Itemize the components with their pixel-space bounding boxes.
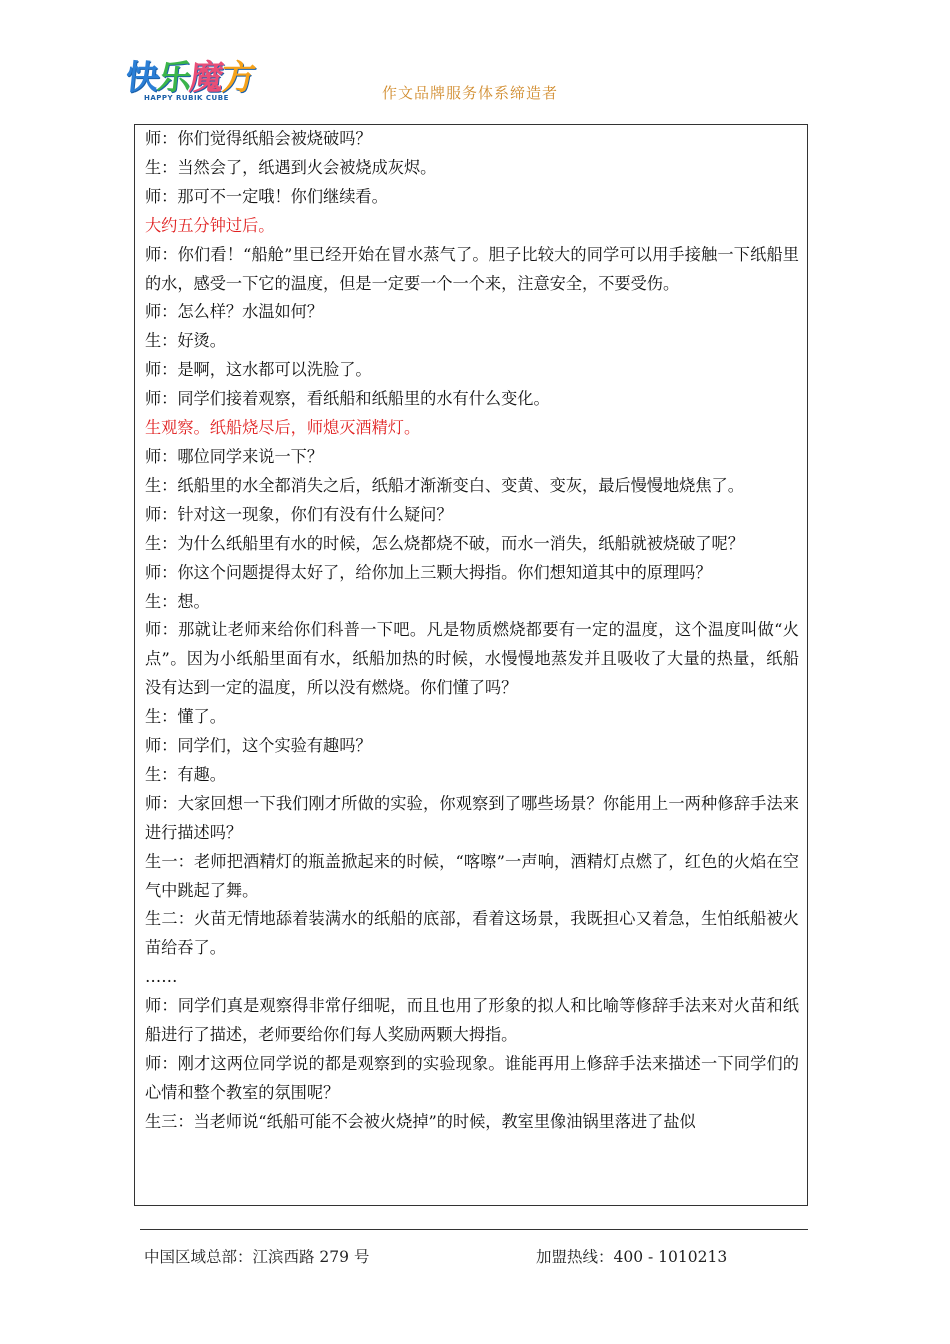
logo-char-4: 方 bbox=[219, 58, 256, 98]
transcript-line: 师：同学们接着观察，看纸船和纸船里的水有什么变化。 bbox=[145, 389, 550, 409]
transcript-line: 生一：老师把酒精灯的瓶盖掀起来的时候，“喀嚓”一声响，酒精灯点燃了，红色的火焰在空气中跳起了舞。 bbox=[145, 851, 799, 900]
transcript-lines bbox=[135, 125, 807, 1137]
transcript-line: 师：哪位同学来说一下？ bbox=[145, 446, 324, 466]
transcript-line: 大约五分钟过后。 bbox=[145, 215, 275, 235]
transcript-line: 师：同学们，这个实验有趣吗？ bbox=[145, 736, 372, 756]
transcript-line: 生：懂了。 bbox=[145, 707, 226, 727]
header-slogan: 作文品牌服务体系缔造者 bbox=[382, 84, 559, 102]
transcript-line: 师：刚才这两位同学说的都是观察到的实验现象。谁能再用上修辞手法来描述一下同学们的心情和整个教室的氛围呢？ bbox=[145, 1054, 799, 1102]
transcript-line: 师：你们看！“船舱”里已经开始在冒水蒸气了。胆子比较大的同学可以用手接触一下纸船里的水，感受一下它的温度，但是一定要一个一个来，注意安全，不要受伤。 bbox=[145, 244, 799, 293]
transcript-line: 生：为什么纸船里有水的时候，怎么烧都烧不破，而水一消失，纸船就被烧破了呢？ bbox=[145, 533, 744, 553]
transcript-line: 师：你们觉得纸船会被烧破吗？ bbox=[145, 129, 372, 148]
transcript-line: 师：你这个问题提得太好了，给你加上三颗大拇指。你们想知道其中的原理吗？ bbox=[145, 562, 712, 582]
logo-subtitle: HAPPY RUBIK CUBE bbox=[144, 94, 229, 102]
transcript-line: 生：当然会了，纸遇到火会被烧成灰烬。 bbox=[145, 157, 437, 177]
logo-char-3: 魔 bbox=[187, 58, 224, 98]
footer-address: 中国区域总部：江滨西路 279 号 bbox=[144, 1248, 370, 1266]
transcript-line: 生：想。 bbox=[145, 591, 210, 611]
transcript-line: 生：好烫。 bbox=[145, 331, 226, 351]
brand-logo bbox=[123, 50, 266, 108]
transcript-line: 师：同学们真是观察得非常仔细呢，而且也用了形象的拟人和比喻等修辞手法来对火苗和纸船进行了描述，老师要给你们每人奖励两颗大拇指。 bbox=[145, 996, 799, 1045]
transcript-line: 师：大家回想一下我们刚才所做的实验，你观察到了哪些场景？你能用上一两种修辞手法来进行描述吗？ bbox=[145, 793, 799, 842]
transcript-line: …… bbox=[145, 967, 178, 987]
lesson-transcript-box bbox=[134, 124, 808, 1206]
transcript-line: 生观察。纸船烧尽后，师熄灭酒精灯。 bbox=[145, 418, 421, 438]
transcript-line: 生三：当老师说“纸船可能不会被火烧掉”的时候，教室里像油锅里落进了盐似 bbox=[145, 1111, 696, 1131]
transcript-line: 生二：火苗无情地舔着装满水的纸船的底部，看着这场景，我既担心又着急，生怕纸船被火苗给吞了。 bbox=[145, 909, 799, 958]
logo-char-1: 快 bbox=[123, 58, 160, 98]
transcript-line: 师：是啊，这水都可以洗脸了。 bbox=[145, 360, 372, 380]
transcript-line: 师：那可不一定哦！你们继续看。 bbox=[145, 186, 388, 206]
logo-wordmark bbox=[123, 50, 256, 99]
transcript-line: 生：纸船里的水全都消失之后，纸船才渐渐变白、变黄、变灰，最后慢慢地烧焦了。 bbox=[145, 475, 744, 495]
transcript-line: 师：那就让老师来给你们科普一下吧。凡是物质燃烧都要有一定的温度，这个温度叫做“火点”。因为小纸船里面有水，纸船加热的时候，水慢慢地蒸发并且吸收了大量的热量，纸船没有达到一定的温度，所以没有燃烧。你们懂了吗？ bbox=[145, 620, 799, 698]
footer-hotline: 加盟热线：400 - 1010213 bbox=[536, 1248, 728, 1266]
transcript-line: 师：怎么样？水温如何？ bbox=[145, 302, 324, 322]
footer-divider bbox=[140, 1229, 808, 1230]
logo-char-2: 乐 bbox=[155, 58, 192, 98]
transcript-line: 师：针对这一现象，你们有没有什么疑问？ bbox=[145, 504, 453, 524]
transcript-line: 生：有趣。 bbox=[145, 764, 226, 784]
